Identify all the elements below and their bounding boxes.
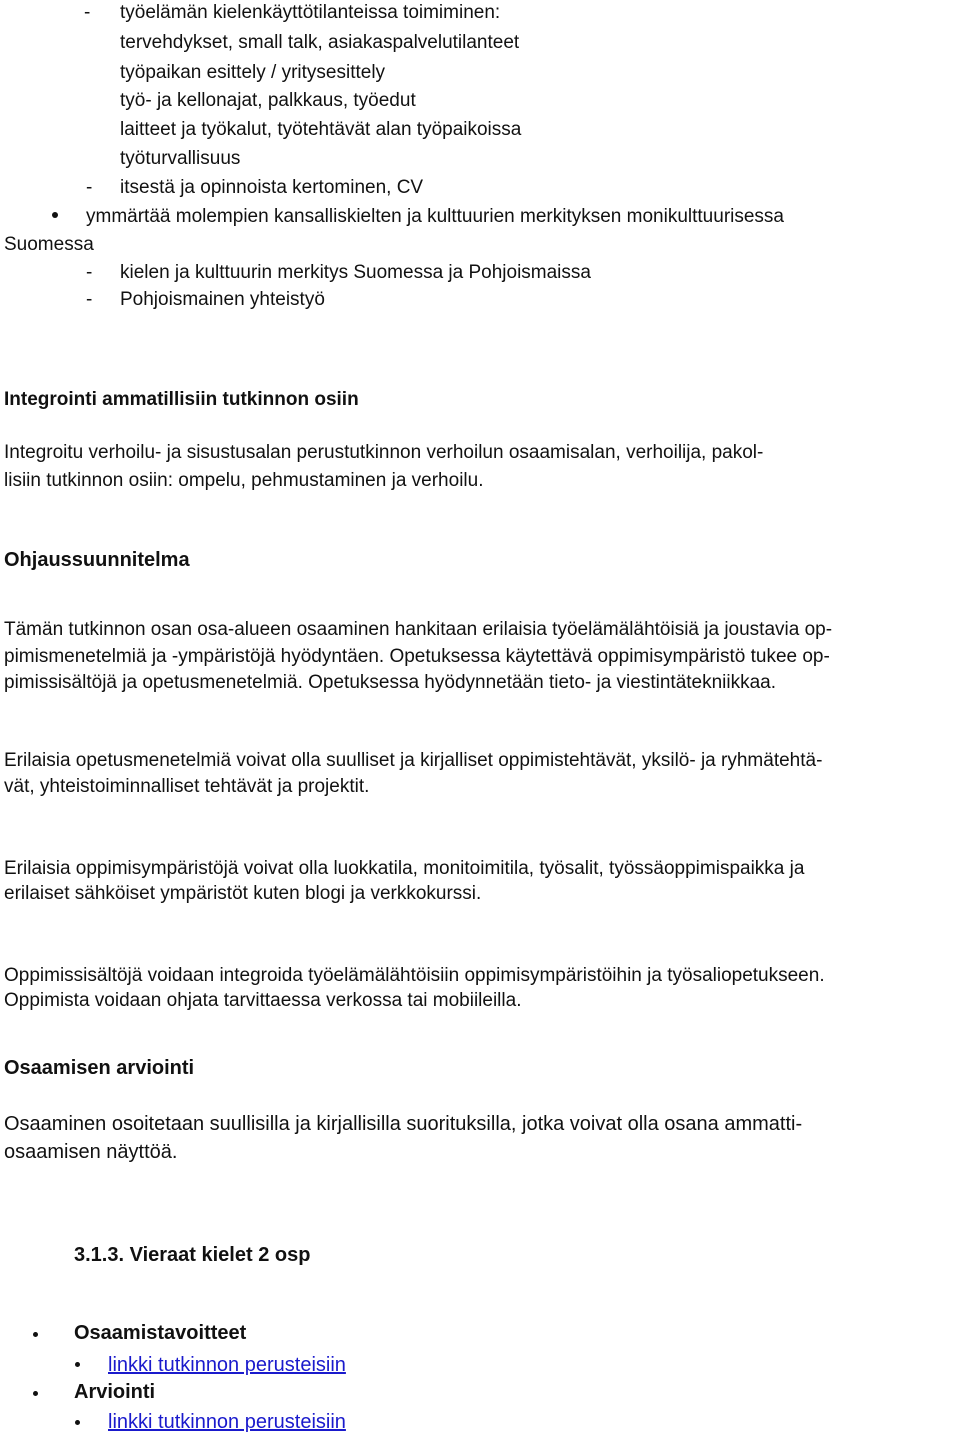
list-item: tervehdykset, small talk, asiakaspalvelutilanteet	[120, 32, 520, 53]
bullet-text: ymmärtää molempien kansalliskielten ja kulttuurien merkityksen monikulttuurisessa	[86, 206, 784, 227]
link-osaamistavoitteet[interactable]: linkki tutkinnon perusteisiin	[108, 1354, 346, 1376]
list-dash: -	[84, 2, 91, 23]
bullet-text: Suomessa	[4, 234, 94, 255]
paragraph-line: vät, yhteistoiminnalliset tehtävät ja projektit.	[4, 776, 370, 797]
paragraph-line: erilaiset sähköiset ympäristöt kuten blogi ja verkkokurssi.	[4, 883, 482, 904]
bullet-icon	[33, 1332, 38, 1337]
bullet-icon	[75, 1420, 80, 1425]
paragraph-line: Osaaminen osoitetaan suullisilla ja kirjallisilla suorituksilla, jotka voivat olla osana ammatti-	[4, 1113, 803, 1135]
list-dash: -	[86, 289, 93, 310]
list-item: kielen ja kulttuurin merkitys Suomessa ja Pohjoismaissa	[120, 262, 591, 283]
paragraph-line: Erilaisia oppimisympäristöjä voivat olla luokkatila, monitoimitila, työsalit, työssäoppimispaikka ja	[4, 858, 805, 879]
bullet-icon	[33, 1391, 38, 1396]
paragraph-line: Tämän tutkinnon osan osa-alueen osaaminen hankitaan erilaisia työelämälähtöisiä ja joustavia op-	[4, 619, 833, 640]
bullet-icon	[75, 1362, 80, 1367]
paragraph-line: pimismenetelmiä ja -ympäristöjä hyödyntäen. Opetuksessa käytettävä oppimisympäristö tukee op-	[4, 646, 830, 667]
list-item: laitteet ja työkalut, työtehtävät alan työpaikoissa	[120, 119, 522, 140]
list-item: työturvallisuus	[120, 148, 241, 169]
link-arviointi[interactable]: linkki tutkinnon perusteisiin	[108, 1411, 346, 1433]
bullet-icon	[52, 212, 58, 218]
section-heading: Osaamisen arviointi	[4, 1057, 195, 1079]
paragraph-line: Integroitu verhoilu- ja sisustusalan perustutkinnon verhoilun osaamisalan, verhoilija, pakol-	[4, 442, 764, 463]
list-item: työpaikan esittely / yritysesittely	[120, 62, 386, 83]
section-heading: Integrointi ammatillisiin tutkinnon osiin	[4, 389, 359, 410]
list-dash: -	[86, 177, 93, 198]
list-dash: -	[86, 262, 93, 283]
paragraph-line: Erilaisia opetusmenetelmiä voivat olla suulliset ja kirjalliset oppimistehtävät, yksilö- ja ryhmätehtä-	[4, 750, 823, 771]
list-item: työ- ja kellonajat, palkkaus, työedut	[120, 90, 416, 111]
list-item: Pohjoismainen yhteistyö	[120, 289, 325, 310]
list-heading: työelämän kielenkäyttötilanteissa toimiminen:	[120, 2, 501, 23]
paragraph-line: osaamisen näyttöä.	[4, 1141, 178, 1163]
section-title: 3.1.3. Vieraat kielet 2 osp	[74, 1244, 311, 1266]
section-heading: Ohjaussuunnitelma	[4, 549, 190, 571]
paragraph-line: Oppimista voidaan ohjata tarvittaessa verkossa tai mobiileilla.	[4, 990, 522, 1011]
paragraph-line: Oppimissisältöjä voidaan integroida työelämälähtöisiin oppimisympäristöihin ja työsaliopetukseen.	[4, 965, 825, 986]
bullet-label-osaamistavoitteet: Osaamistavoitteet	[74, 1322, 247, 1344]
list-item: itsestä ja opinnoista kertominen, CV	[120, 177, 424, 198]
paragraph-line: lisiin tutkinnon osiin: ompelu, pehmustaminen ja verhoilu.	[4, 470, 484, 491]
paragraph-line: pimissisältöjä ja opetusmenetelmiä. Opetuksessa hyödynnetään tieto- ja viestintätekniikkaa.	[4, 672, 777, 693]
bullet-label-arviointi: Arviointi	[74, 1381, 156, 1403]
